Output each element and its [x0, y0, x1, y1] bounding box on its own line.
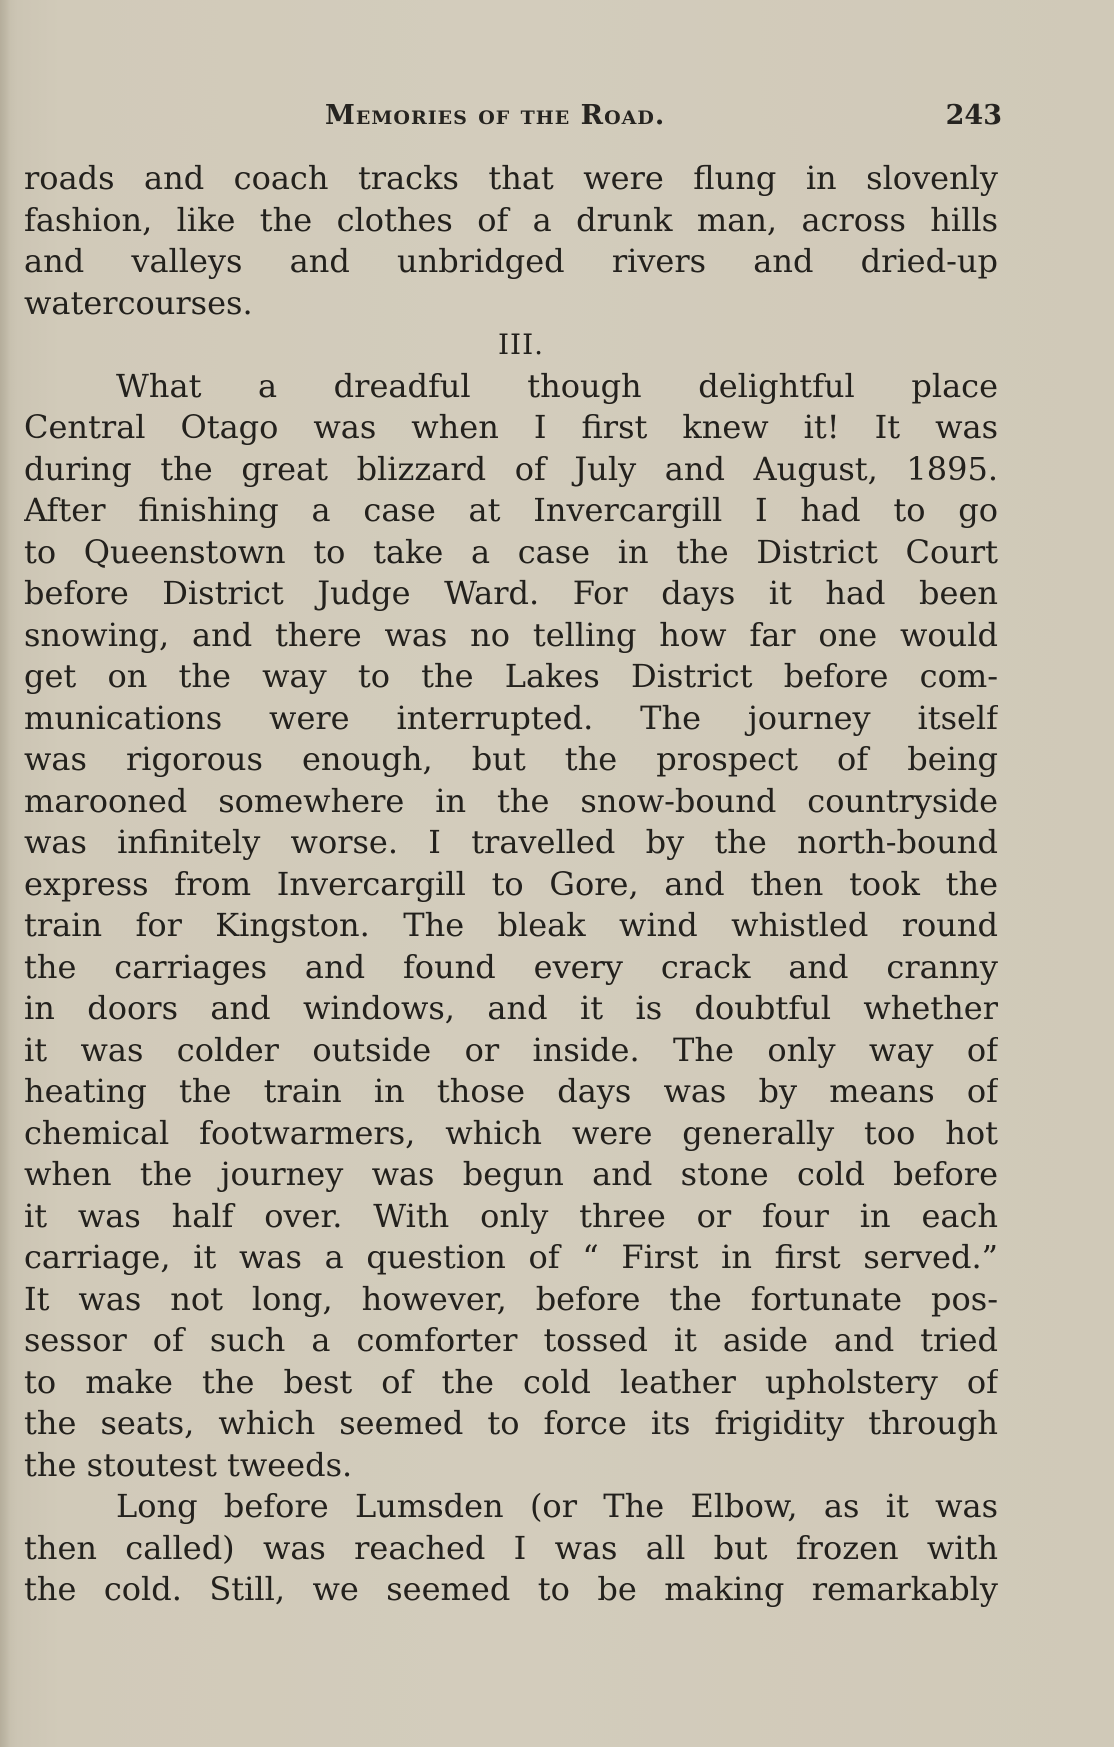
text-line: to make the best of the cold leather upholstery of: [24, 1362, 998, 1401]
text-line: the stoutest tweeds.: [24, 1445, 353, 1484]
text-line: express from Invercargill to Gore, and then took the: [24, 864, 998, 903]
text-line: chemical footwarmers, which were generally too hot: [24, 1113, 998, 1152]
text-line: heating the train in those days was by means of: [24, 1072, 998, 1110]
text-line: After finishing a case at Invercargill I had to go: [24, 491, 998, 529]
page-header: [0, 100, 1114, 140]
text-line: the carriages and found every crack and cranny: [24, 947, 998, 986]
text-line: carriage, it was a question of “ First in first served.”: [24, 1238, 998, 1276]
text-line: it was colder outside or inside. The only way of: [24, 1030, 998, 1069]
text-line: sessor of such a comforter tossed it aside and tried: [24, 1321, 998, 1359]
paragraph-first-line: Long before Lumsden (or The Elbow, as it was: [116, 1487, 998, 1525]
text-line: before District Judge Ward. For days it had been: [24, 574, 998, 612]
text-line: when the journey was begun and stone cold before: [24, 1155, 998, 1193]
text-line: was infinitely worse. I travelled by the north-bound: [24, 823, 998, 861]
page-binding-edge: [0, 0, 10, 1747]
text-line: to Queenstown to take a case in the District Court: [24, 532, 998, 571]
text-line: It was not long, however, before the fortunate pos-: [24, 1279, 998, 1318]
text-line: roads and coach tracks that were flung in slovenly: [24, 159, 998, 197]
text-line: fashion, like the clothes of a drunk man, across hills: [24, 200, 998, 239]
text-line: the cold. Still, we seemed to be making remarkably: [24, 1570, 998, 1608]
text-line: marooned somewhere in the snow-bound countryside: [24, 781, 998, 820]
section-heading: III.: [497, 328, 545, 361]
text-line: snowing, and there was no telling how far one would: [24, 615, 998, 654]
text-line: munications were interrupted. The journey itself: [24, 698, 998, 737]
page-number: 243: [945, 100, 1002, 131]
text-line: then called) was reached I was all but frozen with: [24, 1528, 998, 1567]
body-text: [24, 158, 998, 1611]
text-line: during the great blizzard of July and August, 1895.: [24, 449, 998, 488]
text-line: was rigorous enough, but the prospect of being: [24, 740, 998, 778]
text-line: watercourses.: [24, 283, 253, 322]
text-line: the seats, which seemed to force its frigidity through: [24, 1404, 998, 1442]
paragraph-first-line: What a dreadful though delightful place: [116, 366, 998, 405]
text-line: in doors and windows, and it is doubtful whether: [24, 989, 998, 1027]
text-line: get on the way to the Lakes District before com-: [24, 657, 998, 695]
running-title: Memories of the Road.: [325, 100, 666, 131]
text-line: Central Otago was when I first knew it! It was: [24, 408, 998, 446]
text-line: it was half over. With only three or four in each: [24, 1196, 998, 1235]
text-line: train for Kingston. The bleak wind whistled round: [24, 906, 998, 944]
text-line: and valleys and unbridged rivers and dried-up: [24, 242, 998, 280]
